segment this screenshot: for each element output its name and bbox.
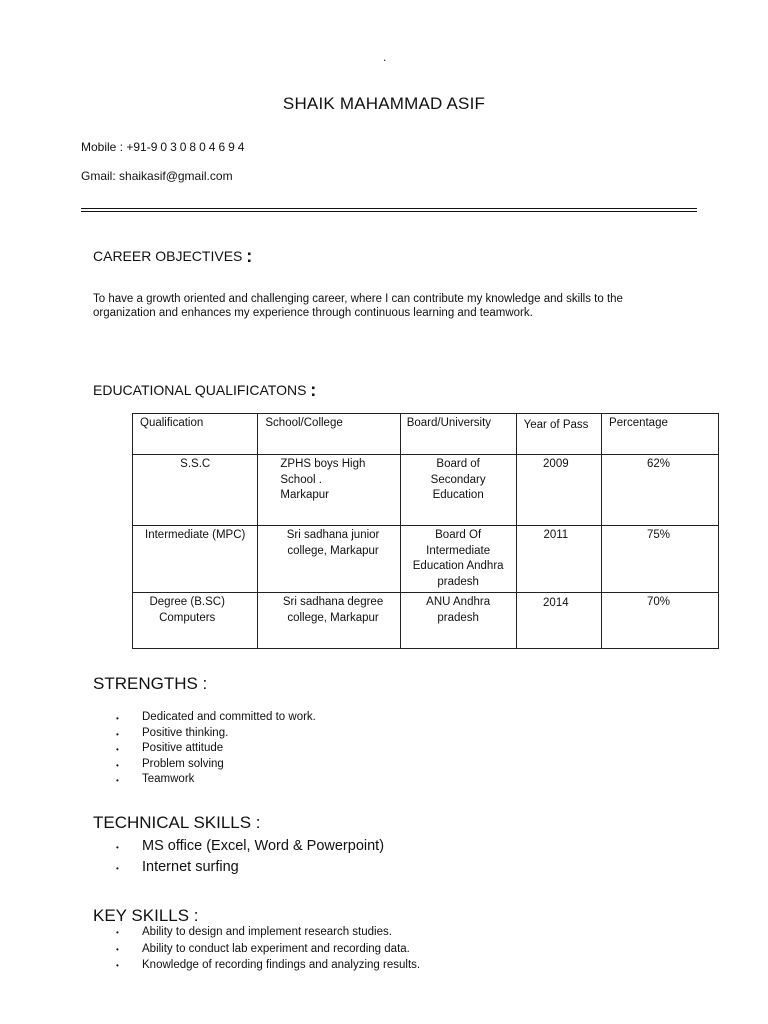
- cell-board: Board of Secondary Education: [400, 455, 516, 526]
- education-table: [132, 413, 719, 649]
- gmail-line: [81, 169, 233, 183]
- header-qualification: Qualification: [133, 414, 258, 455]
- divider-bottom: [81, 211, 697, 212]
- cell-percentage: 75%: [602, 526, 719, 593]
- career-heading-text: CAREER OBJECTIVES: [93, 248, 243, 264]
- mobile-code: +91-: [126, 140, 151, 154]
- cell-year: 2011: [516, 526, 601, 593]
- table-row: [133, 455, 719, 526]
- header-school: School/College: [258, 414, 400, 455]
- header-percentage: Percentage: [602, 414, 719, 455]
- gmail-label: Gmail:: [81, 169, 116, 183]
- career-heading-colon: :: [246, 246, 253, 266]
- education-heading-text: EDUCATIONAL QUALIFICATONS: [93, 382, 307, 398]
- list-item: • MS office (Excel, Word & Powerpoint): [116, 836, 384, 857]
- mobile-separator: :: [116, 140, 127, 154]
- education-heading: [93, 380, 316, 401]
- header-year: Year of Pass: [516, 414, 601, 455]
- cell-board: ANU Andhra pradesh: [400, 593, 516, 649]
- gmail-value: shaikasif@gmail.com: [119, 169, 233, 183]
- technical-skills-list: [116, 836, 384, 878]
- list-item: • Dedicated and committed to work.: [116, 710, 316, 726]
- table-row: [133, 526, 719, 593]
- cell-qualification: Intermediate (MPC): [133, 526, 258, 593]
- key-skills-heading: KEY SKILLS :: [93, 906, 199, 925]
- key-skills-list: [116, 924, 420, 974]
- candidate-name: SHAIK MAHAMMAD ASIF: [282, 94, 486, 113]
- mobile-label: Mobile: [81, 140, 117, 154]
- mobile-number: 9030804694: [150, 140, 248, 154]
- table-header-row: [133, 414, 719, 455]
- cell-school: Sri sadhana degree college, Markapur: [258, 593, 400, 649]
- cell-qualification: Degree (B.SC) Computers: [133, 593, 258, 649]
- cell-school: ZPHS boys High School . Markapur: [258, 455, 400, 526]
- cell-year: 2014: [516, 593, 601, 649]
- list-item: • Knowledge of recording findings and analyzing results.: [116, 957, 420, 974]
- list-item: • Ability to design and implement research studies.: [116, 924, 420, 941]
- list-item: • Problem solving: [116, 757, 316, 773]
- list-item: • Internet surfing: [116, 857, 384, 878]
- strengths-heading: STRENGTHS :: [93, 674, 208, 693]
- cell-percentage: 70%: [602, 593, 719, 649]
- header-board: Board/University: [400, 414, 516, 455]
- list-item: • Positive attitude: [116, 741, 316, 757]
- list-item: • Ability to conduct lab experiment and recording data.: [116, 941, 420, 958]
- cell-year: 2009: [516, 455, 601, 526]
- cell-board: Board Of Intermediate Education Andhra pradesh: [400, 526, 516, 593]
- cell-school: Sri sadhana junior college, Markapur: [258, 526, 400, 593]
- table-row: [133, 593, 719, 649]
- education-heading-colon: :: [310, 380, 317, 400]
- mobile-line: [81, 140, 247, 154]
- career-heading: [93, 246, 252, 267]
- list-item: • Positive thinking.: [116, 726, 316, 742]
- technical-skills-heading: TECHNICAL SKILLS :: [93, 813, 261, 832]
- career-objective-text: To have a growth oriented and challenging career, where I can contribute my knowledge and skills to the organization and enhances my experience through continuous learning and teamwork.: [93, 293, 623, 319]
- cell-percentage: 62%: [602, 455, 719, 526]
- list-item: • Teamwork: [116, 772, 316, 788]
- cell-qualification: S.S.C: [133, 455, 258, 526]
- top-mark: .: [383, 50, 387, 64]
- divider-top: [81, 208, 697, 209]
- strengths-list: [116, 710, 316, 788]
